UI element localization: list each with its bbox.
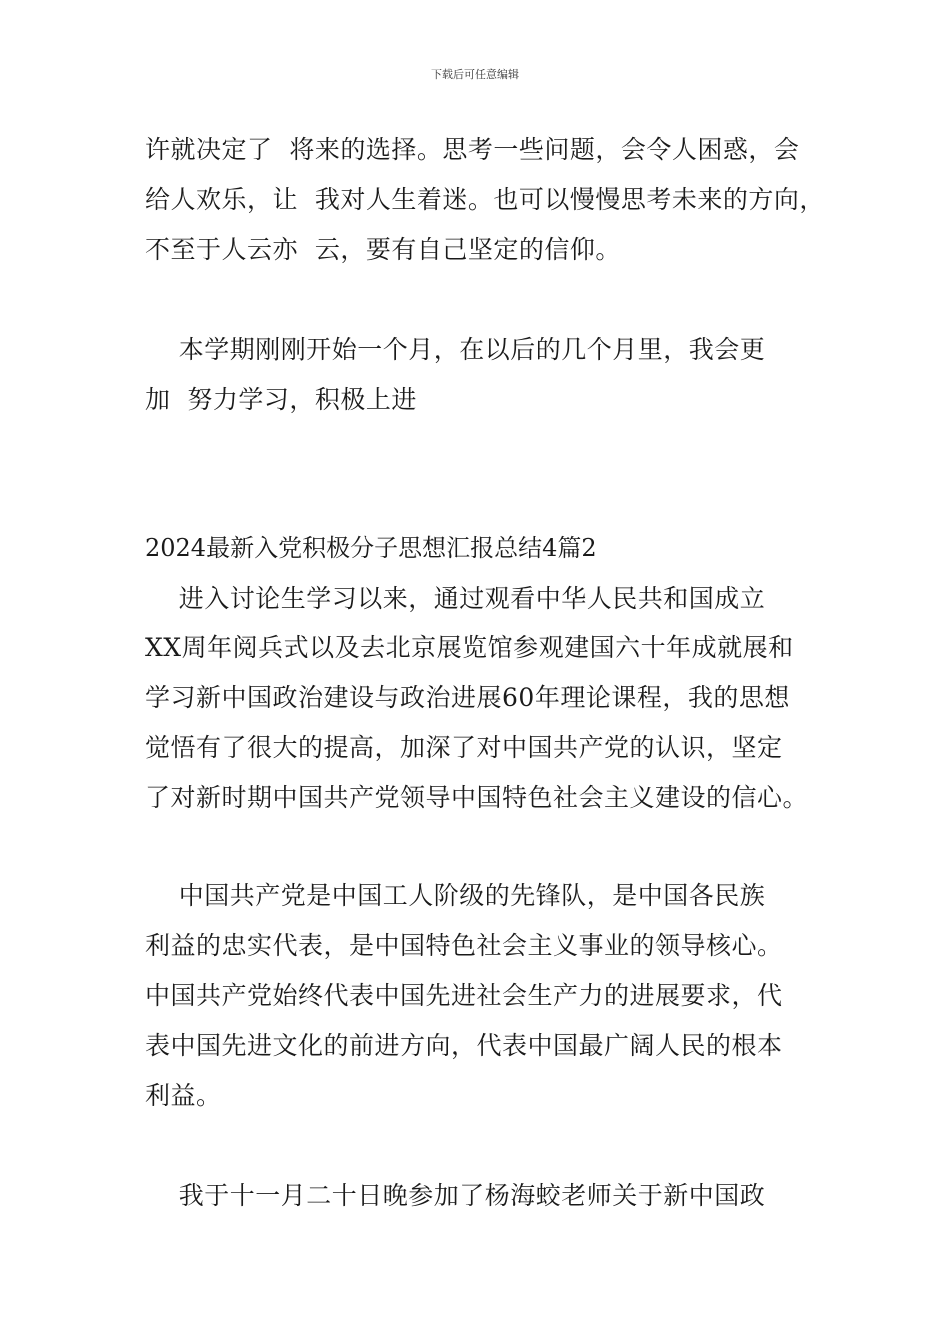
text-line: 学习新中国政治建设与政治进展60年理论课程，我的思想 bbox=[145, 683, 790, 712]
text-line: XX周年阅兵式以及去北京展览馆参观建国六十年成就展和 bbox=[145, 633, 794, 662]
text-line: 中国共产党是中国工人阶级的先锋队，是中国各民族 bbox=[145, 881, 766, 910]
text-line: 觉悟有了很大的提高，加深了对中国共产党的认识，坚定 bbox=[145, 733, 783, 762]
text-line: 了对新时期中国共产党领导中国特色社会主义建设的信心。 bbox=[145, 783, 809, 812]
text-line: 给人欢乐，让 我对人生着迷。也可以慢慢思考未来的方向， bbox=[145, 185, 825, 214]
text-line: 不至于人云亦 云，要有自己坚定的信仰。 bbox=[145, 235, 621, 264]
text-line: 进入讨论生学习以来，通过观看中华人民共和国成立 bbox=[145, 584, 766, 613]
text-line: 表中国先进文化的前进方向，代表中国最广阔人民的根本 bbox=[145, 1031, 783, 1060]
text-line: 本学期刚刚开始一个月，在以后的几个月里，我会更 bbox=[145, 335, 766, 364]
text-line: 利益。 bbox=[145, 1081, 222, 1110]
page-header: 下载后可任意编辑 bbox=[431, 68, 519, 81]
section-title: 2024最新入党积极分子思想汇报总结4篇2 bbox=[145, 534, 597, 562]
text-line: 我于十一月二十日晚参加了杨海蛟老师关于新中国政 bbox=[145, 1181, 766, 1210]
text-line: 许就决定了 将来的选择。思考一些问题，会令人困惑，会 bbox=[145, 135, 800, 164]
text-line: 中国共产党始终代表中国先进社会生产力的进展要求，代 bbox=[145, 981, 783, 1010]
text-line: 利益的忠实代表，是中国特色社会主义事业的领导核心。 bbox=[145, 931, 783, 960]
text-line: 加 努力学习，积极上进 bbox=[145, 385, 417, 414]
